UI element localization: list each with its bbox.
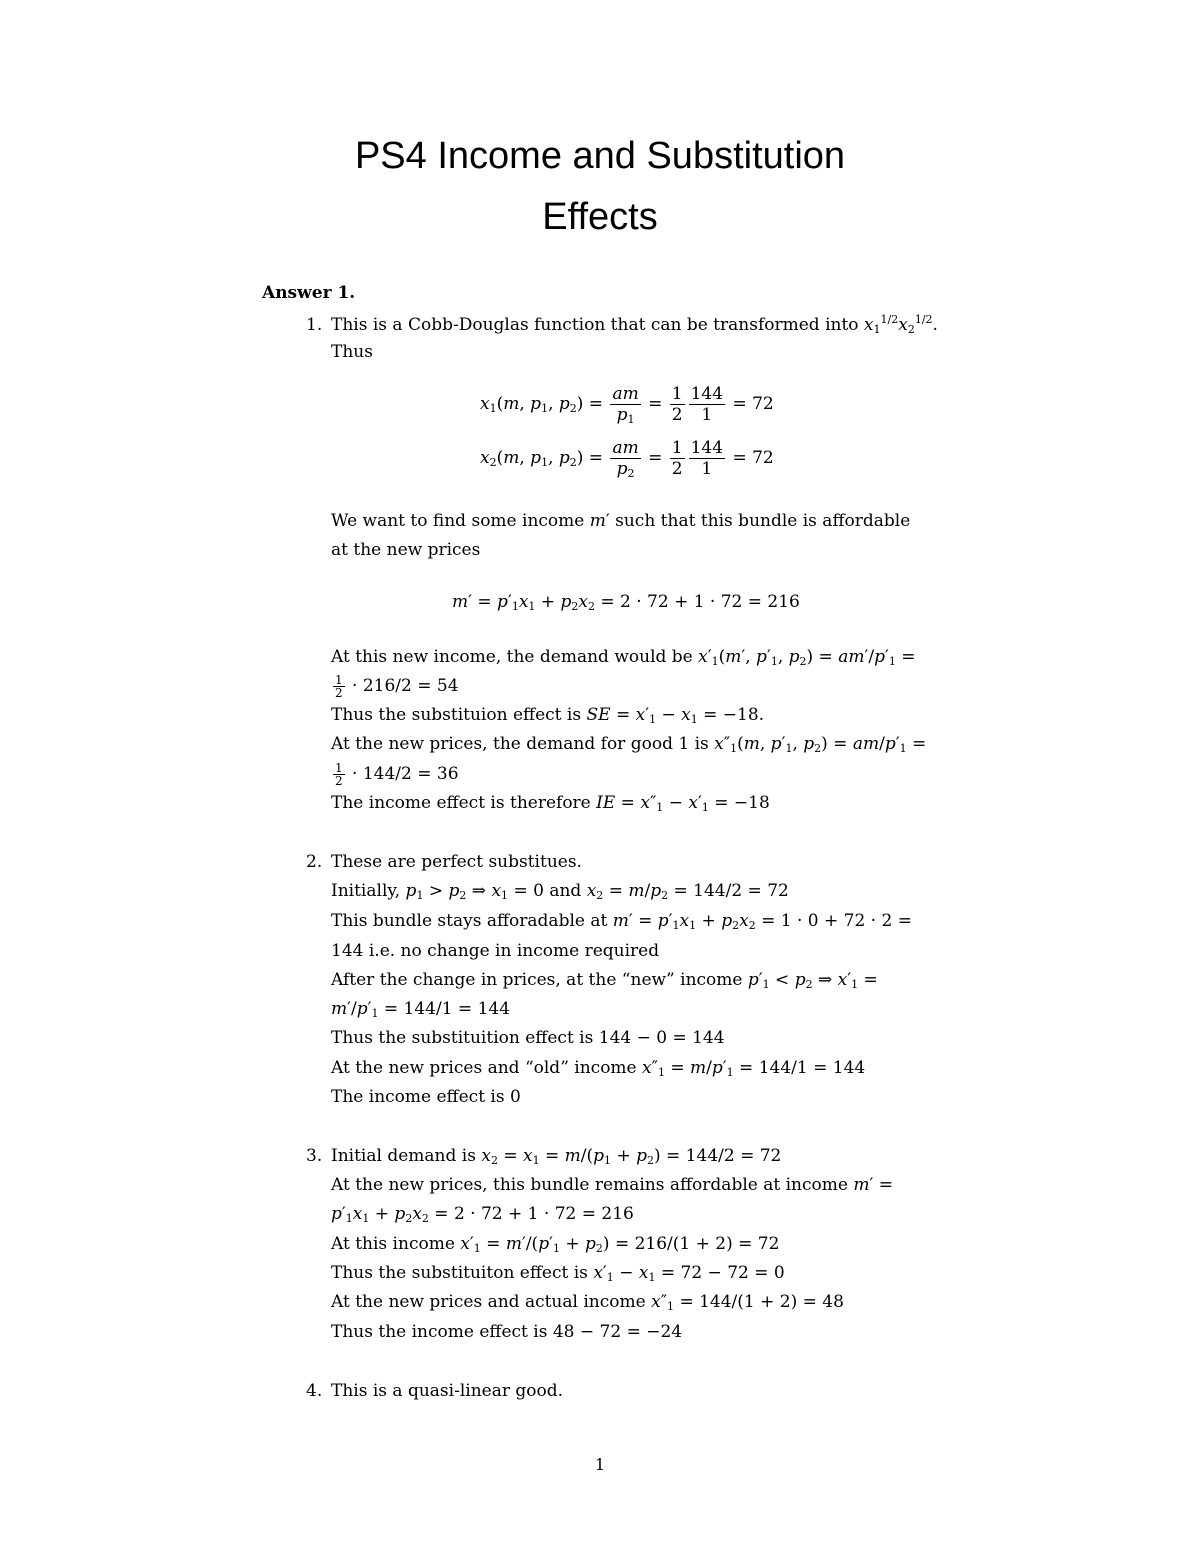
text-line: At this new income, the demand would be $x'_1(m'$, $p'_1$, $p_2) = am'/p'_1$ = xyxy=(331,647,916,668)
text-line: The income effect is therefore IE = $x''_1 - x'_1 = -18$ xyxy=(331,793,770,814)
item-number: 1. xyxy=(306,315,323,335)
item-number: 3. xyxy=(306,1146,323,1166)
text-line: 144 i.e. no change in income required xyxy=(331,941,660,961)
text-line: At the new prices and actual income $x''_1 = 144/(1 + 2) = 48$ xyxy=(331,1292,844,1313)
text-line: At this income $x'_1 = m'/(p'_1 + p_2) = 216/(1 + 2) = 72$ xyxy=(331,1234,780,1255)
text-line: This is a Cobb-Douglas function that can be transformed into $x_1^{1/2}x_2^{1/2}$. xyxy=(331,313,938,336)
text-line: At the new prices and “old” income $x''_1 = m/p'_1 = 144/1 = 144$ xyxy=(331,1058,866,1079)
text-line: Thus xyxy=(331,342,373,362)
text-line: This is a quasi-linear good. xyxy=(331,1381,564,1401)
text-line: $\frac{1}{2}$ · 144/2 = 36 xyxy=(335,761,459,788)
document-title-line-1: PS4 Income and Substitution xyxy=(354,135,846,177)
text-line: At the new prices, this bundle remains affordable at income m′ = xyxy=(331,1175,893,1195)
text-line: These are perfect substitues. xyxy=(331,852,582,872)
page-number: 1 xyxy=(594,1455,606,1474)
document-title-line-2: Effects xyxy=(542,196,658,238)
text-line: $p'_1x_1 + p_2x_2 = 2 \cdot 72 + 1 \cdot 72 = 216$ xyxy=(331,1204,634,1225)
equation-x2: $x_2(m$, $p_1$, $p_2$) = $\frac{am}{p_2}$ = $\frac{1}{2}$ $\frac{144}{1}$ = 72 xyxy=(480,438,774,480)
text-line: $\frac{1}{2}$ · 216/2 = 54 xyxy=(335,673,459,700)
text-line: Thus the substituition effect is 144 − 0 = 144 xyxy=(331,1028,725,1048)
equation-m-prime: $m' = p'_1x_1 + p_2x_2 = 2 \cdot 72 + 1 \cdot 72 = 216$ xyxy=(452,592,800,613)
equation-x1: $x_1(m$, $p_1$, $p_2$) = $\frac{am}{p_1}$ = $\frac{1}{2}$ $\frac{144}{1}$ = 72 xyxy=(480,384,774,426)
item-number: 2. xyxy=(306,852,323,872)
text-line: Thus the substituiton effect is $x'_1 - x_1 = 72 - 72 = 0$ xyxy=(331,1263,785,1284)
text-line: at the new prices xyxy=(331,540,481,560)
text-line: This bundle stays afforadable at $m' = p'_1x_1 + p_2x_2 = 1 \cdot 0 + 72 \cdot 2$ = xyxy=(331,911,912,932)
text-line: At the new prices, the demand for good 1 is $x''_1(m$, $p'_1$, $p_2) = am/p'_1$ = xyxy=(331,734,927,755)
text-line: We want to find some income m′ such that this bundle is affordable xyxy=(331,511,911,531)
text-line: Initial demand is $x_2 = x_1 = m/(p_1 + p_2) = 144/2 = 72$ xyxy=(331,1146,782,1167)
text-line: Thus the substituion effect is SE = $x'_1 - x_1 = -18$. xyxy=(331,705,765,726)
item-number: 4. xyxy=(306,1381,323,1401)
text-line: After the change in prices, at the “new” income $p'_1 < p_2$ ⇒ $x'_1$ = xyxy=(331,970,878,991)
text-line: The income effect is 0 xyxy=(331,1087,521,1107)
text-line: Initially, $p_1 > p_2$ ⇒ $x_1 = 0$ and $x_2 = m/p_2 = 144/2 = 72$ xyxy=(331,881,789,902)
text-line: Thus the income effect is 48 − 72 = −24 xyxy=(331,1322,683,1342)
answer-heading: Answer 1. xyxy=(262,283,356,303)
text-line: $m'/p'_1 = 144/1 = 144$ xyxy=(331,999,511,1020)
